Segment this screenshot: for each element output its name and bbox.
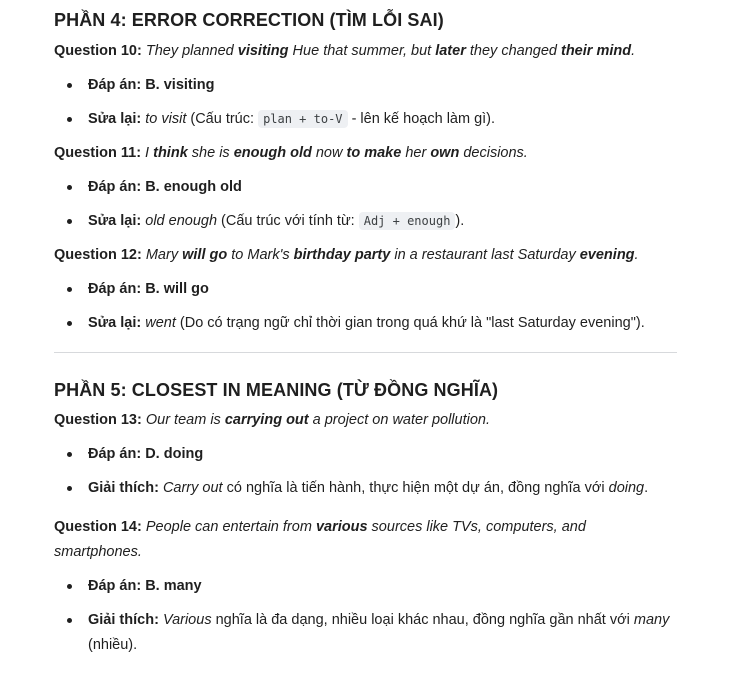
question-text [142,412,490,428]
explain-item [67,476,677,501]
explain-label: Giải thích: [88,480,159,496]
section-5-heading: PHẦN 5: CLOSEST IN MEANING (TỪ ĐỒNG NGHĨA) [54,380,499,400]
answer-list [54,574,677,658]
question-text [142,43,635,59]
fix-item [67,107,677,132]
text-run-italic: Various [162,612,212,628]
text-run: she is [187,145,234,161]
text-run: I [141,145,154,161]
text-run-bold: to make [346,145,402,161]
text-run-bold: carrying out [224,412,309,428]
question-13 [54,408,677,433]
text-run-bold: their mind [561,43,632,59]
fix-word: to visit [145,111,187,127]
fix-text: (Do có trạng ngữ chỉ thời gian trong quá khứ là "last Saturday evening"). [175,315,645,331]
fix-label: Sửa lại: [88,111,142,127]
bullet-icon [67,83,72,88]
answer-label: Đáp án: [88,77,142,93]
text-run: (nhiều). [88,637,138,653]
answer-label: Đáp án: [88,179,142,195]
bullet-icon [67,321,72,326]
section-4-heading: PHẦN 4: ERROR CORRECTION (TÌM LỖI SAI) [54,10,444,30]
code-snippet: plan + to-V [258,110,347,128]
text-run: . [631,43,636,59]
text-run-bold: various [315,519,368,535]
text-run-bold: enough old [233,145,312,161]
answer-label: Đáp án: [88,446,142,462]
text-run-bold: own [430,145,460,161]
bullet-icon [67,287,72,292]
text-run: decisions. [459,145,528,161]
bullet-icon [67,117,72,122]
text-run-bold: think [153,145,188,161]
question-text [141,145,528,161]
text-run-italic: Carry out [162,480,223,496]
answer-item [67,574,677,599]
question-label: Question 14: [54,519,142,535]
fix-item [67,311,677,336]
question-label: Question 13: [54,412,142,428]
text-run-bold: will go [182,247,228,263]
text-run: Our team is [141,412,225,428]
answer-value: D. doing [141,446,204,462]
bullet-icon [67,219,72,224]
answer-item [67,175,677,200]
answer-label: Đáp án: [88,281,142,297]
question-12 [54,243,677,268]
text-run: . [634,247,639,263]
code-snippet: Adj + enough [359,212,456,230]
text-run-bold: evening [579,247,635,263]
text-run: People can entertain from [141,519,316,535]
text-run: They planned [141,43,238,59]
text-run-italic: doing [608,480,645,496]
question-label: Question 12: [54,247,142,263]
bullet-icon [67,185,72,190]
answer-item [67,277,677,302]
answer-value: B. enough old [141,179,242,195]
question-14 [54,515,614,565]
fix-text: ). [455,213,465,229]
question-label: Question 10: [54,43,142,59]
answer-item [67,73,677,98]
text-run-bold: visiting [237,43,289,59]
text-run: to Mark's [227,247,294,263]
question-label: Question 11: [54,145,142,161]
text-run: her [401,145,431,161]
fix-text: (Cấu trúc với tính từ: [217,213,359,229]
answer-list [54,442,677,501]
fix-item [67,209,677,234]
text-run: . [644,480,649,496]
answer-item [67,442,677,467]
explain-label: Giải thích: [88,612,159,628]
question-text [142,247,639,263]
text-run: a project on water pollution. [308,412,490,428]
bullet-icon [67,452,72,457]
answer-value: B. many [141,578,202,594]
answer-label: Đáp án: [88,578,142,594]
text-run: they changed [465,43,561,59]
text-run: có nghĩa là tiến hành, thực hiện một dự án, đồng nghĩa với [222,480,609,496]
answer-value: B. visiting [141,77,215,93]
answer-list [54,73,677,132]
text-run: nghĩa là đa dạng, nhiều loại khác nhau, đồng nghĩa gần nhất với [211,612,634,628]
text-run: Mary [141,247,183,263]
section-divider [54,352,677,353]
bullet-icon [67,584,72,589]
answer-list [54,277,677,336]
answer-list [54,175,677,234]
answer-value: B. will go [141,281,209,297]
text-run: now [311,145,347,161]
fix-text: - lên kế hoạch làm gì). [347,111,496,127]
text-run-bold: later [435,43,466,59]
text-run: sources like TVs, computers, and smartphones. [54,519,586,560]
fix-text: (Cấu trúc: [186,111,259,127]
text-run-italic: many [633,612,670,628]
fix-label: Sửa lại: [88,315,142,331]
question-11 [54,141,677,166]
fix-word: old enough [145,213,218,229]
text-run-bold: birthday party [293,247,391,263]
bullet-icon [67,486,72,491]
question-10 [54,39,677,64]
fix-label: Sửa lại: [88,213,142,229]
fix-word: went [145,315,176,331]
explain-item [67,608,677,658]
text-run: in a restaurant last Saturday [390,247,580,263]
bullet-icon [67,618,72,623]
text-run: Hue that summer, but [288,43,436,59]
